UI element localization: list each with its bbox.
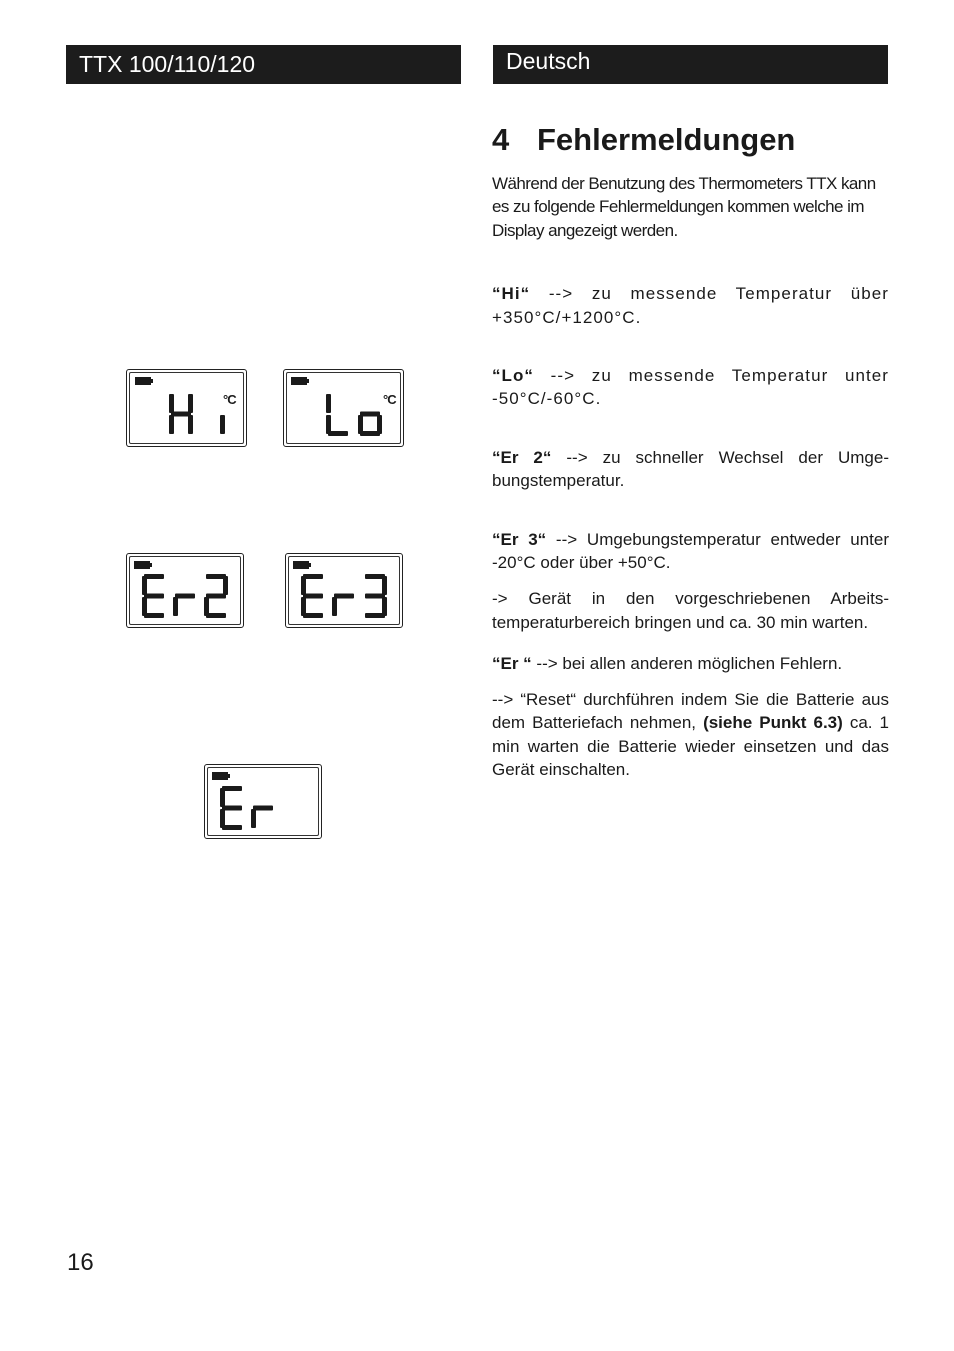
degree-celsius-label: °C bbox=[223, 392, 236, 407]
header-language: Deutsch bbox=[493, 45, 888, 84]
lcd-segment bbox=[206, 594, 226, 599]
lcd-segment bbox=[175, 594, 195, 599]
lcd-digits-er2 bbox=[127, 554, 245, 629]
reset-text: --> “Reset“ durchführen indem Sie die Batterie aus dem Batteriefach nehmen, bbox=[492, 689, 889, 733]
message-code: “Lo“ bbox=[492, 366, 534, 386]
lcd-segment bbox=[142, 576, 147, 595]
section-heading bbox=[492, 120, 889, 160]
lcd-segment bbox=[144, 594, 164, 599]
section-title: Fehlermeldungen bbox=[537, 122, 796, 157]
lcd-digits-hi bbox=[127, 370, 248, 448]
message-er bbox=[492, 652, 889, 675]
lcd-segment bbox=[220, 415, 225, 434]
lcd-segment bbox=[382, 576, 387, 595]
lcd-segment bbox=[220, 809, 225, 828]
message-er2 bbox=[492, 446, 889, 493]
section-number: 4 bbox=[492, 122, 510, 157]
reset-reference: (siehe Punkt 6.3) bbox=[703, 713, 843, 733]
lcd-segment bbox=[365, 613, 385, 618]
message-er3 bbox=[492, 528, 889, 575]
lcd-segment bbox=[303, 594, 323, 599]
page-number: 16 bbox=[67, 1249, 94, 1276]
lcd-segment bbox=[253, 806, 273, 811]
lcd-display-er2 bbox=[126, 553, 244, 628]
lcd-segment bbox=[301, 597, 306, 616]
lcd-segment bbox=[169, 394, 174, 413]
reset-text: ca. 1 min warten die Batterie wieder einsetzen und das Gerät einschalten. bbox=[492, 713, 889, 779]
lcd-segment bbox=[222, 806, 242, 811]
lcd-segment bbox=[220, 788, 225, 807]
lcd-segment bbox=[173, 597, 178, 616]
lcd-segment bbox=[326, 394, 331, 413]
lcd-segment bbox=[204, 597, 209, 616]
lcd-segment bbox=[251, 809, 256, 828]
lcd-digits-lo bbox=[284, 370, 405, 448]
lcd-segment bbox=[169, 415, 174, 434]
message-text: --> Umgebungstemperatur entweder unter -20°C oder über +50°C. bbox=[492, 529, 889, 573]
header-model: TTX 100/110/120 bbox=[66, 45, 461, 84]
lcd-segment bbox=[326, 415, 331, 434]
lcd-segment bbox=[358, 415, 363, 434]
reset-instructions bbox=[492, 688, 889, 782]
lcd-digits-er3 bbox=[286, 554, 404, 629]
lcd-digits-er bbox=[205, 765, 323, 840]
message-text: --> zu messende Temperatur unter -50°C/-60°C. bbox=[492, 366, 889, 409]
message-code: “Er 3“ bbox=[492, 529, 547, 549]
lcd-display-er bbox=[204, 764, 322, 839]
message-text: --> bei allen anderen möglichen Fehlern. bbox=[531, 654, 843, 674]
message-text: --> zu messende Temperatur über +350°C/+1200°C. bbox=[492, 284, 889, 327]
lcd-segment bbox=[188, 415, 193, 434]
lcd-display-hi bbox=[126, 369, 247, 447]
degree-celsius-label: °C bbox=[383, 392, 396, 407]
lcd-segment bbox=[171, 412, 191, 417]
lcd-segment bbox=[334, 594, 354, 599]
intro-paragraph: Während der Benutzung des Thermometers TTX kann es zu folgende Fehlermeldungen kommen welche im Display angezeigt werden. bbox=[492, 174, 876, 240]
lcd-segment bbox=[223, 576, 228, 595]
error-messages-section bbox=[492, 120, 889, 781]
message-lo bbox=[492, 364, 889, 411]
message-code: “Er 2“ bbox=[492, 447, 552, 467]
message-text: --> zu schneller Wechsel der Umgebungstemperatur. bbox=[492, 447, 890, 491]
lcd-segment bbox=[188, 394, 193, 413]
message-hi bbox=[492, 282, 889, 329]
lcd-display-er3 bbox=[285, 553, 403, 628]
lcd-segment bbox=[301, 576, 306, 595]
lcd-display-lo bbox=[283, 369, 404, 447]
lcd-segment bbox=[142, 597, 147, 616]
message-code: “Er “ bbox=[492, 654, 532, 674]
lcd-segment bbox=[365, 594, 385, 599]
lcd-segment bbox=[360, 412, 380, 417]
lcd-segment bbox=[332, 597, 337, 616]
er3-note: -> Gerät in den vorgeschriebenen Arbeitstemperaturbereich bringen und ca. 30 min warten. bbox=[492, 589, 889, 632]
message-code: “Hi“ bbox=[492, 284, 531, 304]
